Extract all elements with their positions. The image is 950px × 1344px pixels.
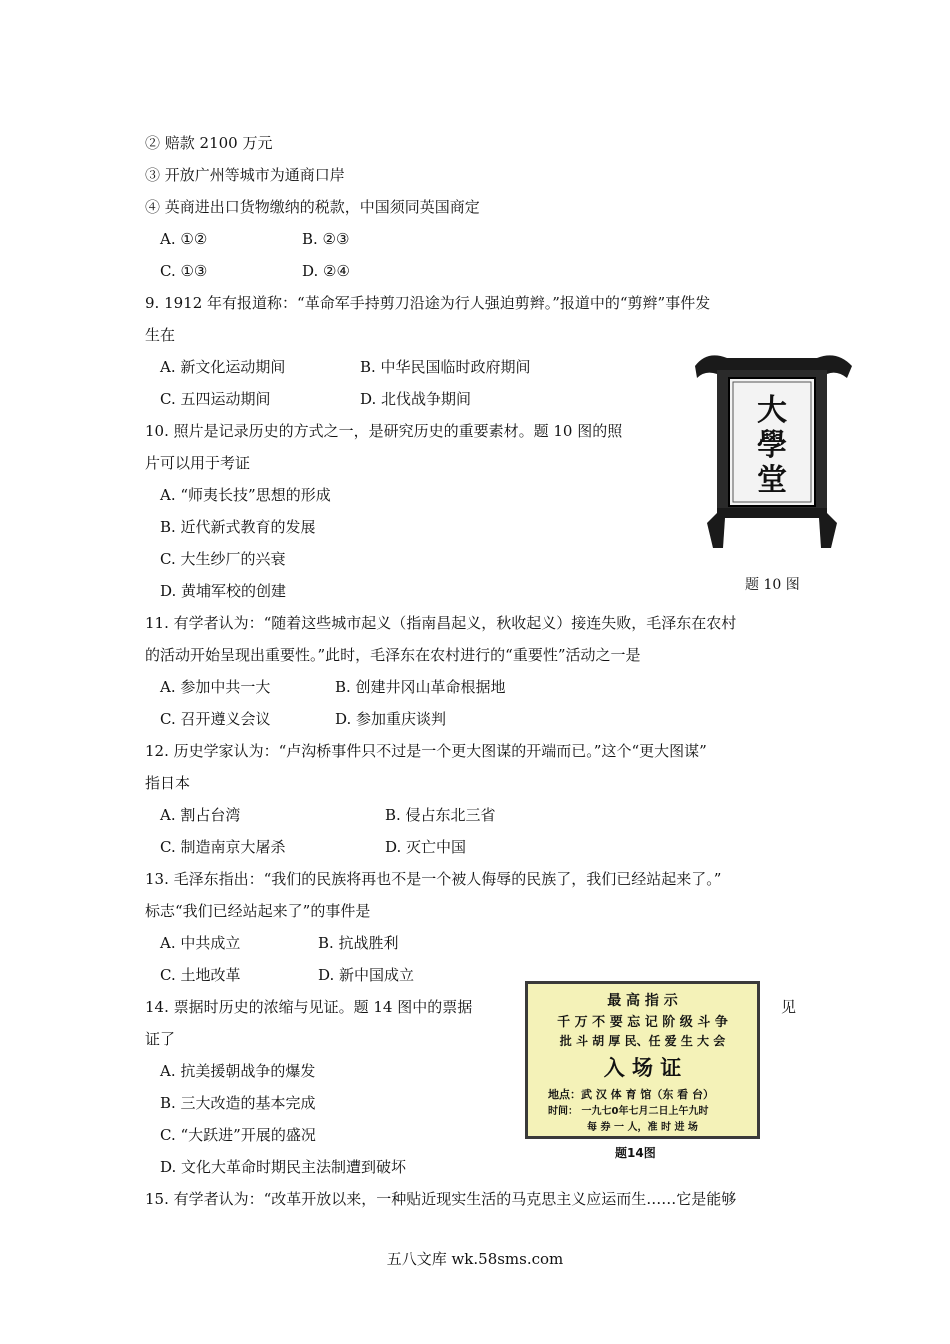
q9-option-d: D. 北伐战争期间 <box>360 390 472 408</box>
q8-option-b: B. ②③ <box>302 230 350 248</box>
q11-option-a: A. 参加中共一大 <box>160 678 271 696</box>
q14-option-d: D. 文化大革命时期民主法制遭到破坏 <box>160 1158 407 1176</box>
ticket-line-3: 批 斗 胡 厚 民、任 爱 生 大 会 <box>559 1034 726 1048</box>
q10-stem-line2: 片可以用于考证 <box>145 454 251 472</box>
q13-option-a: A. 中共成立 <box>160 934 241 952</box>
ticket-line-1: 最 高 指 示 <box>607 993 678 1009</box>
q10-option-b: B. 近代新式教育的发展 <box>160 518 316 536</box>
q13-stem-line2: 标志“我们已经站起来了”的事件是 <box>145 902 371 920</box>
q8-option-c: C. ①③ <box>160 262 208 280</box>
figure-14-ticket <box>525 981 760 1139</box>
q8-item-2: ② 赔款 2100 万元 <box>145 134 273 152</box>
q11-option-b: B. 创建井冈山革命根据地 <box>335 678 506 696</box>
q11-stem-line1: 11. 有学者认为：“随着这些城市起义（指南昌起义，秋收起义）接连失败，毛泽东在农村 <box>145 614 737 632</box>
q11-option-d: D. 参加重庆谈判 <box>335 710 447 728</box>
q8-item-4: ④ 英商进出口货物缴纳的税款，中国须同英国商定 <box>145 198 480 216</box>
q12-option-b: B. 侵占东北三省 <box>385 806 496 824</box>
q10-option-d: D. 黄埔军校的创建 <box>160 582 287 600</box>
q14-option-c: C. “大跃进”开展的盛况 <box>160 1126 316 1144</box>
q10-option-c: C. 大生纱厂的兴衰 <box>160 550 286 568</box>
q11-stem-line2: 的活动开始呈现出重要性。”此时，毛泽东在农村进行的“重要性”活动之一是 <box>145 646 641 664</box>
q14-stem-line1: 14. 票据时历史的浓缩与见证。题 14 图中的票据 <box>145 998 473 1016</box>
ticket-line-6: 时间： 一九七0年七月二日上午九时 <box>548 1106 709 1117</box>
q11-option-c: C. 召开遵义会议 <box>160 710 271 728</box>
q12-option-d: D. 灭亡中国 <box>385 838 467 856</box>
q8-option-d: D. ②④ <box>302 262 350 280</box>
q14-option-a: A. 抗美援朝战争的爆发 <box>160 1062 316 1080</box>
figure-14-caption: 题14图 <box>615 1146 656 1160</box>
q14-option-b: B. 三大改造的基本完成 <box>160 1094 316 1112</box>
q9-option-c: C. 五四运动期间 <box>160 390 271 408</box>
q10-stem-line1: 10. 照片是记录历史的方式之一，是研究历史的重要素材。题 10 图的照 <box>145 422 623 440</box>
q15-stem-line1: 15. 有学者认为：“改革开放以来，一种贴近现实生活的马克思主义应运而生……它是能够 <box>145 1190 737 1208</box>
figure-10-plaque <box>687 348 857 553</box>
ticket-line-4: 入 场 证 <box>603 1056 682 1080</box>
q12-stem-line1: 12. 历史学家认为：“卢沟桥事件只不过是一个更大图谋的开端而已。”这个“更大图谋” <box>145 742 707 760</box>
ticket-line-2: 千 万 不 要 忘 记 阶 级 斗 争 <box>557 1015 728 1030</box>
figure-10-char-2: 學 <box>757 428 787 463</box>
q9-option-b: B. 中华民国临时政府期间 <box>360 358 531 376</box>
q10-option-a: A. “师夷长技”思想的形成 <box>160 486 331 504</box>
q13-option-c: C. 土地改革 <box>160 966 241 984</box>
ticket-line-5: 地点：武 汉 体 育 馆（东 看 台） <box>548 1088 714 1101</box>
page-footer: 五八文库 wk.58sms.com <box>386 1250 564 1268</box>
q13-option-b: B. 抗战胜利 <box>318 934 399 952</box>
ticket-line-7: 每 券 一 人，准 时 进 场 <box>587 1122 698 1133</box>
q12-option-a: A. 割占台湾 <box>160 806 241 824</box>
q8-item-3: ③ 开放广州等城市为通商口岸 <box>145 166 345 184</box>
q9-stem-line2: 生在 <box>145 326 176 344</box>
q9-stem-line1: 9. 1912 年有报道称：“革命军手持剪刀沿途为行人强迫剪辫。”报道中的“剪辫”事件发 <box>145 294 711 312</box>
q8-option-a: A. ①② <box>160 230 208 248</box>
figure-10-char-1: 大 <box>757 393 787 428</box>
figure-10-char-3: 堂 <box>757 463 787 498</box>
q14-stem-line2: 证了 <box>145 1030 176 1048</box>
q13-stem-line1: 13. 毛泽东指出：“我们的民族将再也不是一个被人侮辱的民族了，我们已经站起来了。” <box>145 870 722 888</box>
q14-stem-line1-end: 见 <box>781 998 797 1016</box>
q13-option-d: D. 新中国成立 <box>318 966 415 984</box>
q12-stem-line2: 指日本 <box>145 774 191 792</box>
q12-option-c: C. 制造南京大屠杀 <box>160 838 286 856</box>
figure-10-caption: 题 10 图 <box>745 577 800 593</box>
q9-option-a: A. 新文化运动期间 <box>160 358 286 376</box>
